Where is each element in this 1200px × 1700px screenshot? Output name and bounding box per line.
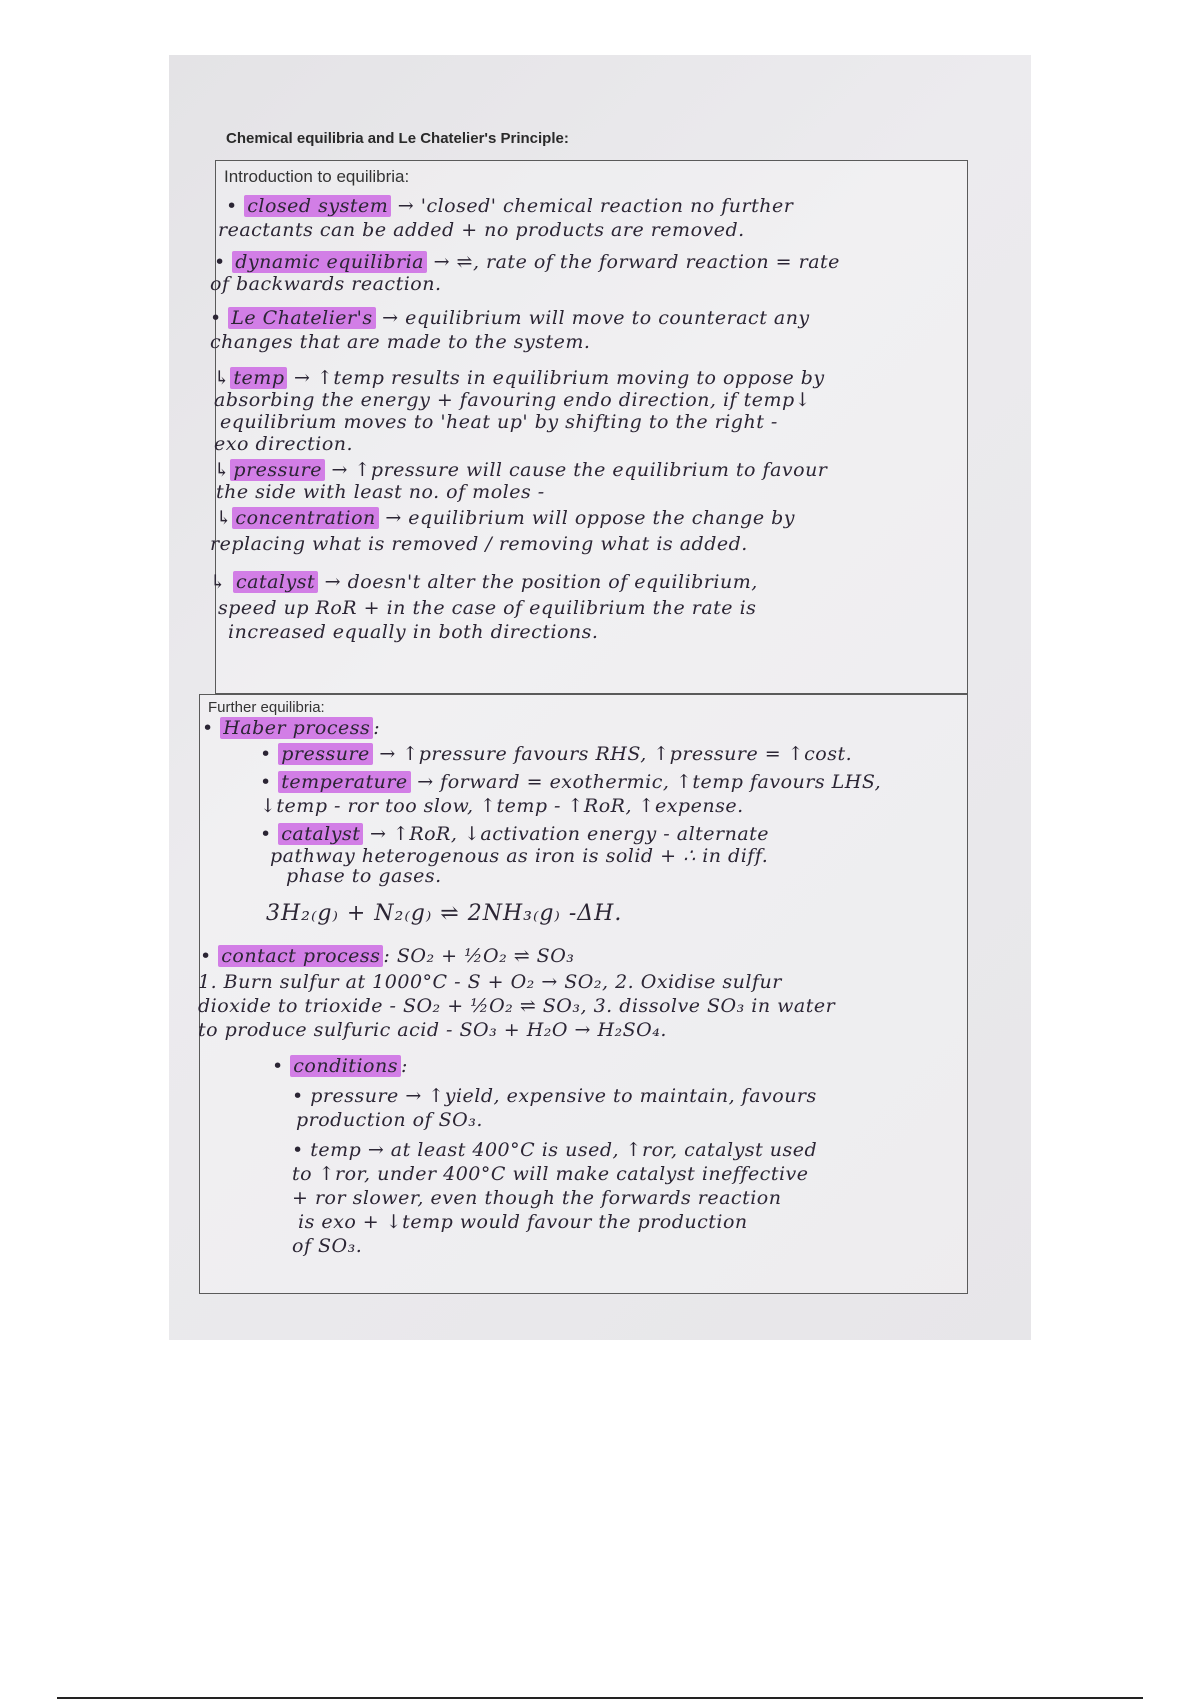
temp-line-4: exo direction. [214, 433, 354, 455]
haber-catalyst-line: • catalyst → ↑RoR, ↓activation energy - alternate [260, 823, 770, 845]
bullet-icon: • [260, 771, 279, 793]
temp-line: ↳ temp → ↑temp results in equilibrium moving to oppose by [214, 367, 825, 389]
conditions-term: conditions [290, 1055, 401, 1077]
bullet-icon: • [272, 1055, 291, 1077]
bullet-icon: • [260, 823, 279, 845]
arrow-bullet-icon: ↳ [210, 571, 233, 593]
concentration-term: concentration [232, 507, 378, 529]
haber-catalyst-term: catalyst [278, 823, 363, 845]
arrow-bullet-icon: ↳ [216, 507, 233, 529]
bullet-icon: • [210, 307, 229, 329]
contact-line-2: 1. Burn sulfur at 1000°C - S + O₂ → SO₂, 2. Oxidise sulfur [198, 971, 782, 993]
pressure-line: ↳ pressure → ↑pressure will cause the equilibrium to favour [214, 459, 828, 481]
further-box [199, 694, 968, 1294]
lechatelier-line-2: changes that are made to the system. [210, 331, 591, 353]
bullet-icon: • [202, 717, 221, 739]
lechatelier-line: • Le Chatelier's → equilibrium will move to counteract any [210, 307, 810, 329]
bottom-rule [57, 1697, 1143, 1699]
contact-term: contact process [218, 945, 383, 967]
conditions-pressure-line-2: production of SO₃. [296, 1109, 483, 1131]
intro-box [210, 160, 968, 694]
concentration-line: ↳ concentration → equilibrium will oppose the change by [216, 507, 796, 529]
concentration-line-2: replacing what is removed / removing what is added. [210, 533, 748, 555]
bullet-icon: • [260, 743, 279, 765]
conditions-temp-line-2: to ↑ror, under 400°C will make catalyst ineffective [292, 1163, 809, 1185]
pressure-line-2: the side with least no. of moles - [216, 481, 545, 503]
conditions-temp-line-5: of SO₃. [292, 1235, 363, 1257]
contact-line-3: dioxide to trioxide - SO₂ + ½O₂ ⇌ SO₃, 3. dissolve SO₃ in water [198, 995, 836, 1017]
haber-catalyst-line-2: pathway heterogenous as iron is solid + ∴ in diff. [270, 845, 769, 867]
dynamic-line: • dynamic equilibria → ⇌, rate of the forward reaction = rate [214, 251, 840, 273]
page-title: Chemical equilibria and Le Chatelier's Principle: [226, 130, 569, 147]
conditions-temp-line: • temp → at least 400°C is used, ↑ror, catalyst used [292, 1139, 818, 1161]
bullet-icon: • [214, 251, 233, 273]
closed-system-line-2: reactants can be added + no products are removed. [218, 219, 745, 241]
temp-line-2: absorbing the energy + favouring endo direction, if temp↓ [214, 389, 812, 411]
closed-system-line: • closed system → 'closed' chemical reaction no further [226, 195, 794, 217]
dynamic-term: dynamic equilibria [232, 251, 427, 273]
conditions-pressure-line: • pressure → ↑yield, expensive to maintain, favours [292, 1085, 817, 1107]
conditions-temp-line-3: + ror slower, even though the forwards reaction [292, 1187, 782, 1209]
catalyst-line-2: speed up RoR + in the case of equilibrium the rate is [218, 597, 757, 619]
catalyst-line: ↳ catalyst → doesn't alter the position of equilibrium, [210, 571, 758, 593]
bullet-icon: • [200, 945, 219, 967]
pressure-term: pressure [230, 459, 325, 481]
haber-pressure-term: pressure [278, 743, 373, 765]
bullet-icon: • [226, 195, 245, 217]
haber-equation: 3H₂₍g₎ + N₂₍g₎ ⇌ 2NH₃₍g₎ -ΔH. [266, 901, 623, 926]
arrow-bullet-icon: ↳ [214, 459, 231, 481]
haber-line: • Haber process : [202, 717, 381, 739]
lechatelier-term: Le Chatelier's [228, 307, 375, 329]
contact-line: • contact process : SO₂ + ½O₂ ⇌ SO₃ [200, 945, 575, 967]
temp-term: temp [230, 367, 287, 389]
intro-heading: Introduction to equilibria: [224, 167, 410, 186]
haber-temp-line-2: ↓temp - ror too slow, ↑temp - ↑RoR, ↑expense. [260, 795, 744, 817]
further-heading: Further equilibria: [208, 699, 325, 716]
haber-temp-term: temperature [278, 771, 410, 793]
closed-system-term: closed system [244, 195, 391, 217]
haber-term: Haber process [220, 717, 373, 739]
haber-temp-line: • temperature → forward = exothermic, ↑temp favours LHS, [260, 771, 882, 793]
catalyst-term: catalyst [233, 571, 318, 593]
arrow-bullet-icon: ↳ [214, 367, 231, 389]
haber-pressure-line: • pressure → ↑pressure favours RHS, ↑pressure = ↑cost. [260, 743, 853, 765]
conditions-temp-line-4: is exo + ↓temp would favour the production [298, 1211, 748, 1233]
catalyst-line-3: increased equally in both directions. [228, 621, 599, 643]
dynamic-line-2: of backwards reaction. [210, 273, 442, 295]
temp-line-3: equilibrium moves to 'heat up' by shifting to the right - [220, 411, 778, 433]
contact-line-4: to produce sulfuric acid - SO₃ + H₂O → H₂SO₄. [198, 1019, 667, 1041]
conditions-line: • conditions : [272, 1055, 408, 1077]
haber-catalyst-line-3: phase to gases. [286, 865, 442, 887]
